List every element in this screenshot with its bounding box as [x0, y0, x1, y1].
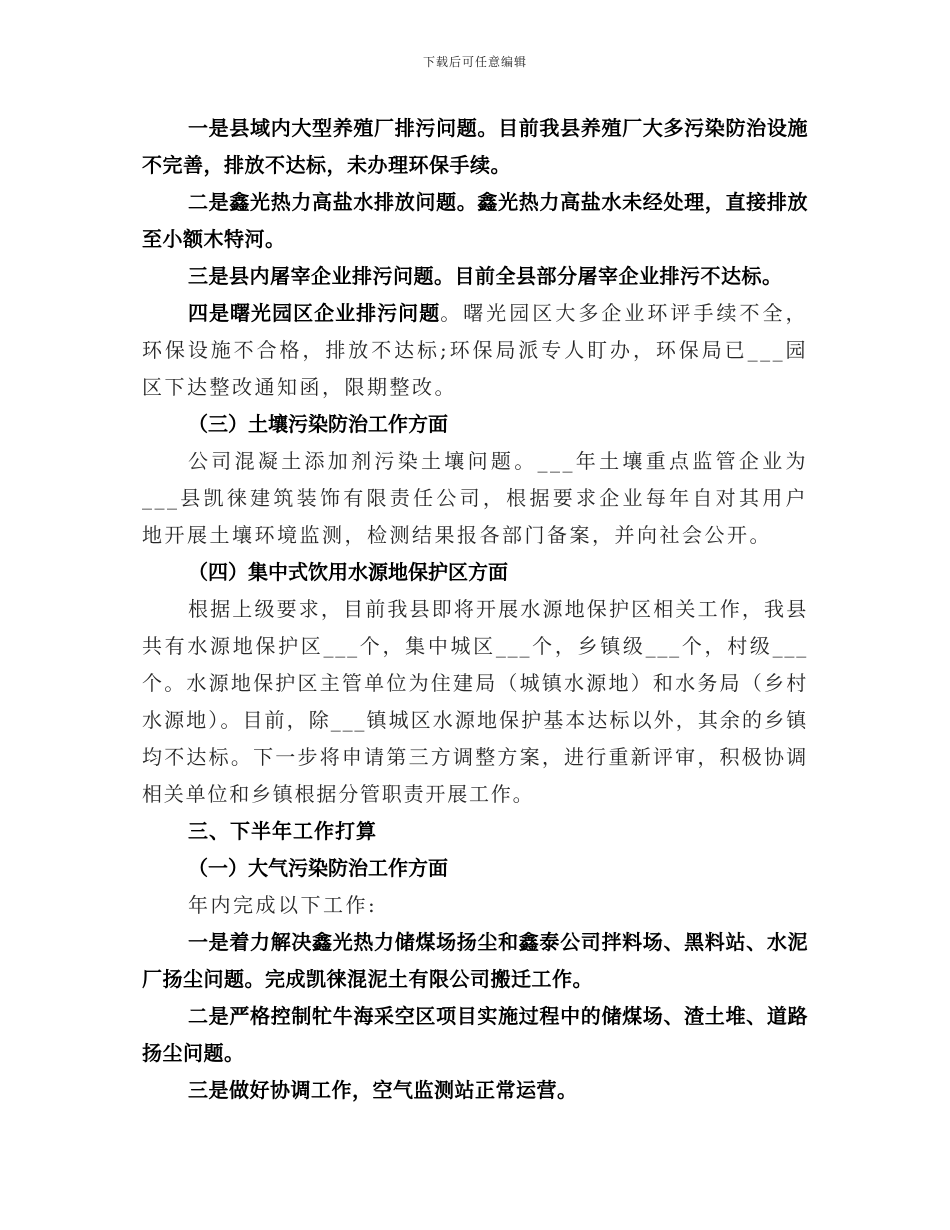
- paragraph-mining-area: 二是严格控制牤牛海采空区项目实施过程中的储煤场、渣土堆、道路扬尘问题。: [142, 1004, 808, 1065]
- document-body: [142, 110, 808, 1109]
- heading-air-pollution: （一）大气污染防治工作方面: [188, 856, 448, 880]
- paragraph-water-source: 根据上级要求，目前我县即将开展水源地保护区相关工作，我县共有水源地保护区___个，集中城区___个，乡镇级___个，村级___个。水源地保护区主管单位为住建局（城镇水源地）和水务局（乡村水源地）。目前，除___镇城区水源地保护基本达标以外，其余的乡镇均不达标。下一步将申请第三方调整方案，进行重新评审，积极协调相关单位和乡镇根据分管职责开展工作。: [142, 597, 808, 806]
- heading-water-source: （四）集中式饮用水源地保护区方面: [188, 560, 508, 584]
- heading-section-three: 三、下半年工作打算: [188, 819, 377, 843]
- paragraph-xinguang-saltwater: 二是鑫光热力高盐水排放问题。鑫光热力高盐水未经处理，直接排放至小额木特河。: [142, 190, 808, 251]
- paragraph-monitoring-station: 三是做好协调工作，空气监测站正常运营。: [188, 1078, 578, 1102]
- paragraph-livestock: 一是县域内大型养殖厂排污问题。目前我县养殖厂大多污染防治设施不完善，排放不达标，未办理环保手续。: [142, 116, 808, 177]
- page-header: 下载后可任意编辑: [422, 55, 527, 69]
- heading-soil-pollution: （三）土壤污染防治工作方面: [188, 412, 448, 436]
- paragraph-year-tasks: 年内完成以下工作:: [188, 893, 378, 917]
- paragraph-shuguang-park-lead: 四是曙光园区企业排污问题: [188, 301, 441, 325]
- paragraph-shuguang-park-body: 。曙光园区大多企业环评手续不全，环保设施不合格，排放不达标;环保局派专人盯办，环保局已___园区下达整改通知函，限期整改。: [142, 301, 809, 399]
- paragraph-soil: 公司混凝土添加剂污染土壤问题。___年土壤重点监管企业为___县凯徕建筑装饰有限责任公司，根据要求企业每年自对其用户地开展土壤环境监测，检测结果报各部门备案，并向社会公开。: [142, 449, 808, 547]
- paragraph-slaughter: 三是县内屠宰企业排污问题。目前全县部分屠宰企业排污不达标。: [188, 264, 783, 288]
- paragraph-shuguang-park: [142, 295, 808, 406]
- paragraph-dust-control: 一是着力解决鑫光热力储煤场扬尘和鑫泰公司拌料场、黑料站、水泥厂扬尘问题。完成凯徕混泥土有限公司搬迁工作。: [142, 930, 808, 991]
